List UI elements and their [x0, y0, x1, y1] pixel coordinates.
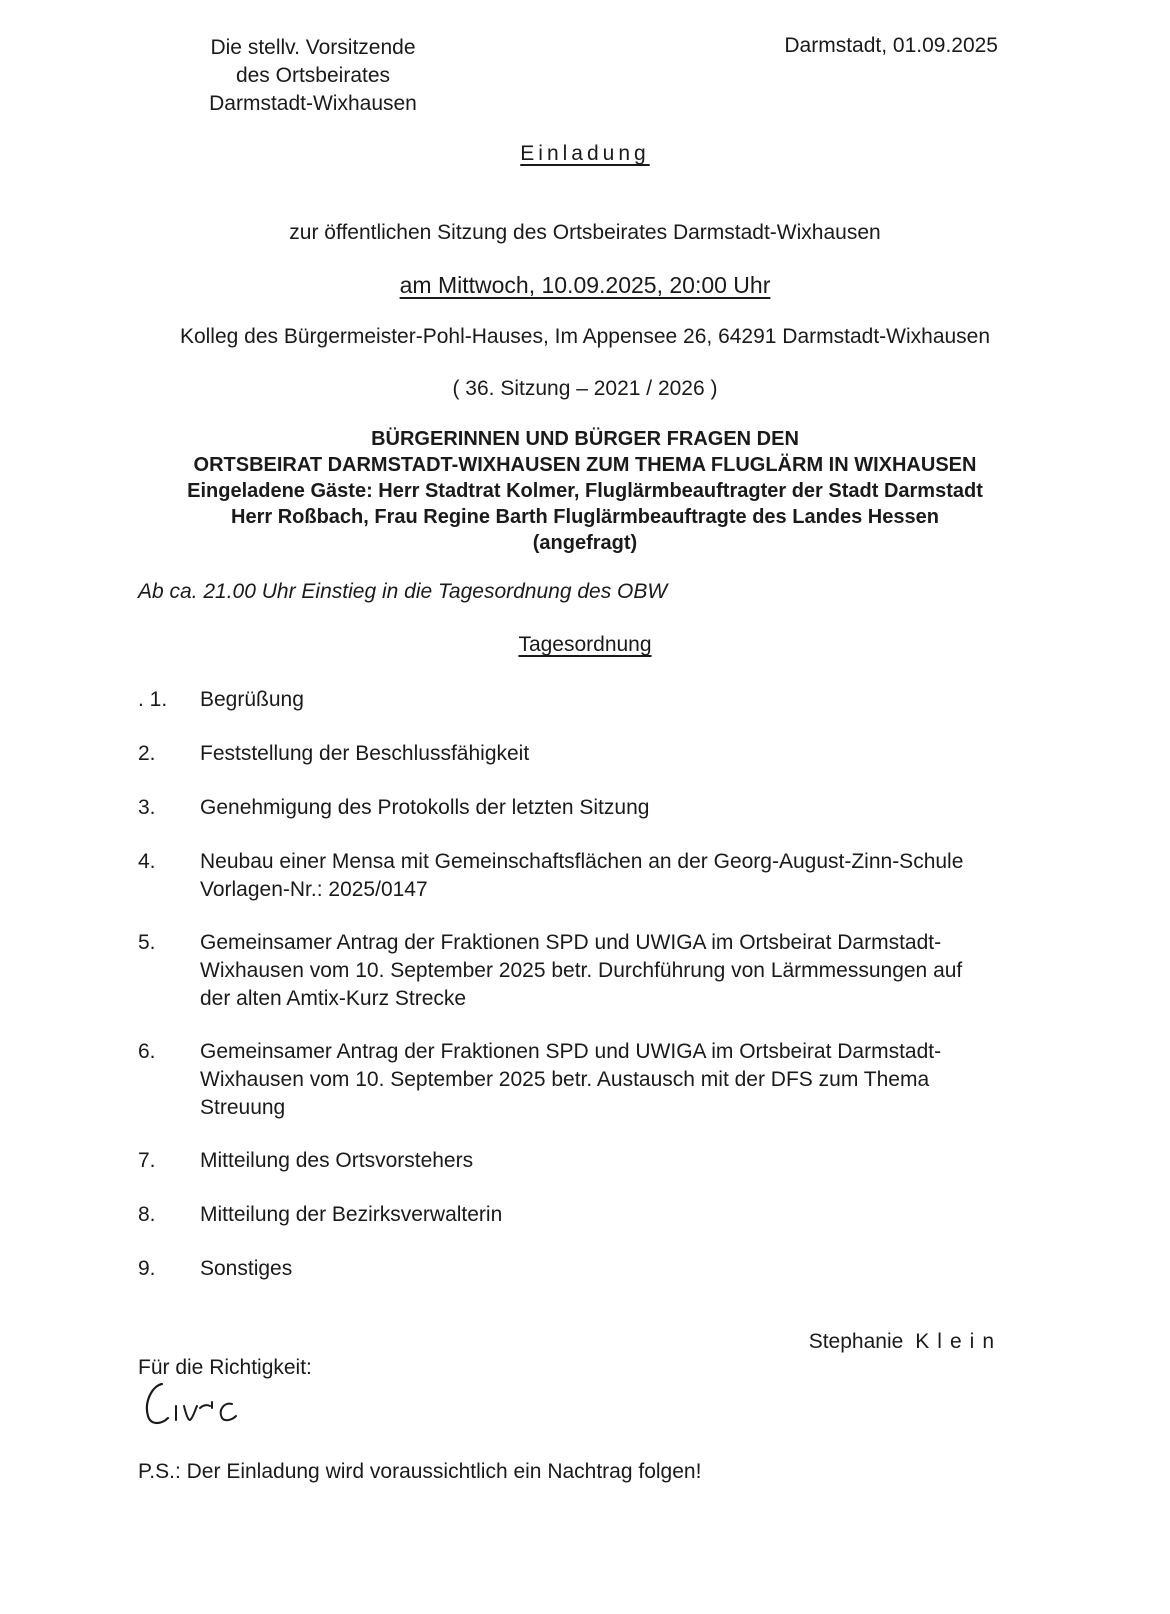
agenda-item-number: 5.	[138, 931, 156, 954]
agenda-item-line: Neubau einer Mensa mit Gemeinschaftsflächen an der Georg-August-Zinn-Schule	[200, 850, 964, 873]
agenda-item	[138, 1147, 1038, 1175]
agenda-item	[138, 848, 1038, 904]
agenda-item-line: Mitteilung des Ortsvorstehers	[200, 1149, 474, 1172]
topic-line: Eingeladene Gäste: Herr Stadtrat Kolmer, Fluglärmbeauftragter der Stadt Darmstadt	[187, 480, 983, 502]
agenda-item-text	[200, 1201, 502, 1229]
agenda-item-line: Vorlagen-Nr.: 2025/0147	[200, 878, 428, 901]
agenda-item	[138, 686, 1038, 714]
topic-line: BÜRGERINNEN UND BÜRGER FRAGEN DEN	[371, 428, 799, 450]
agenda-item-line: Mitteilung der Bezirksverwalterin	[200, 1203, 503, 1226]
signer-name	[809, 1330, 1002, 1354]
agenda-item-number: 4.	[138, 850, 156, 873]
agenda-item-line: Gemeinsamer Antrag der Fraktionen SPD und UWIGA im Ortsbeirat Darmstadt-	[200, 1040, 942, 1063]
session-number: ( 36. Sitzung – 2021 / 2026 )	[452, 377, 718, 400]
agenda-item	[138, 1201, 1038, 1229]
agenda-item-text	[200, 848, 963, 904]
agenda-item	[138, 740, 1038, 768]
agenda-item	[138, 1038, 1038, 1122]
agenda-item-number: 7.	[138, 1149, 156, 1172]
agenda-item-text	[200, 929, 962, 1013]
agenda-item-line: Feststellung der Beschlussfähigkeit	[200, 742, 530, 765]
agenda-item-number: 3.	[138, 796, 156, 819]
agenda-item-line: Wixhausen vom 10. September 2025 betr. Durchführung von Lärmmessungen auf	[200, 959, 963, 982]
agenda-item-number: 9.	[138, 1257, 156, 1280]
agenda-item-number: 2.	[138, 742, 156, 765]
agenda-item	[138, 794, 1038, 822]
subtitle: zur öffentlichen Sitzung des Ortsbeirates Darmstadt-Wixhausen	[289, 221, 881, 244]
sender-line: Die stellv. Vorsitzende	[210, 36, 416, 59]
place-date: Darmstadt, 01.09.2025	[784, 34, 998, 57]
agenda-start-note: Ab ca. 21.00 Uhr Einstieg in die Tagesordnung des OBW	[138, 580, 668, 603]
meeting-date: am Mittwoch, 10.09.2025, 20:00 Uhr	[399, 272, 771, 298]
agenda-item-line: Begrüßung	[200, 688, 304, 711]
sender-block	[198, 34, 428, 118]
agenda-item-text	[200, 1255, 292, 1283]
meeting-location: Kolleg des Bürgermeister-Pohl-Hauses, Im Appensee 26, 64291 Darmstadt-Wixhausen	[179, 325, 991, 348]
agenda-item-text	[200, 1147, 473, 1175]
agenda-item-line: Streuung	[200, 1096, 286, 1119]
agenda-item-line: Wixhausen vom 10. September 2025 betr. Austausch mit der DFS zum Thema	[200, 1068, 930, 1091]
agenda-item	[138, 929, 1038, 1013]
agenda-item-number: 6.	[138, 1040, 156, 1063]
agenda-item-line: Gemeinsamer Antrag der Fraktionen SPD und UWIGA im Ortsbeirat Darmstadt-	[200, 931, 942, 954]
handwritten-signature	[140, 1372, 250, 1432]
topic-block	[0, 426, 1170, 556]
agenda-list	[138, 686, 1038, 1283]
agenda-item-number: 8.	[138, 1203, 156, 1226]
sender-line: Darmstadt-Wixhausen	[209, 92, 417, 115]
topic-line: (angefragt)	[532, 532, 638, 554]
sender-line: des Ortsbeirates	[235, 64, 391, 87]
document-title: Einladung	[520, 142, 650, 165]
signer-first-name: Stephanie	[808, 1330, 904, 1353]
agenda-item-number: . 1.	[138, 688, 168, 711]
agenda-item-text	[200, 1038, 941, 1122]
agenda-item-text	[200, 794, 649, 822]
postscript: P.S.: Der Einladung wird voraussichtlich ein Nachtrag folgen!	[138, 1460, 702, 1483]
correctness-label: Für die Richtigkeit:	[138, 1356, 312, 1379]
agenda-item-line: der alten Amtix-Kurz Strecke	[200, 987, 467, 1010]
agenda-item-line: Sonstiges	[200, 1257, 293, 1280]
agenda-item	[138, 1255, 1038, 1283]
topic-line: Herr Roßbach, Frau Regine Barth Fluglärmbeauftragte des Landes Hessen	[231, 506, 939, 528]
agenda-item-text	[200, 740, 529, 768]
signer-surname: Klein	[915, 1330, 1002, 1353]
topic-line: ORTSBEIRAT DARMSTADT-WIXHAUSEN ZUM THEMA FLUGLÄRM IN WIXHAUSEN	[193, 454, 977, 476]
agenda-item-line: Genehmigung des Protokolls der letzten Sitzung	[200, 796, 650, 819]
agenda-heading: Tagesordnung	[518, 633, 652, 656]
agenda-item-text	[200, 686, 304, 714]
